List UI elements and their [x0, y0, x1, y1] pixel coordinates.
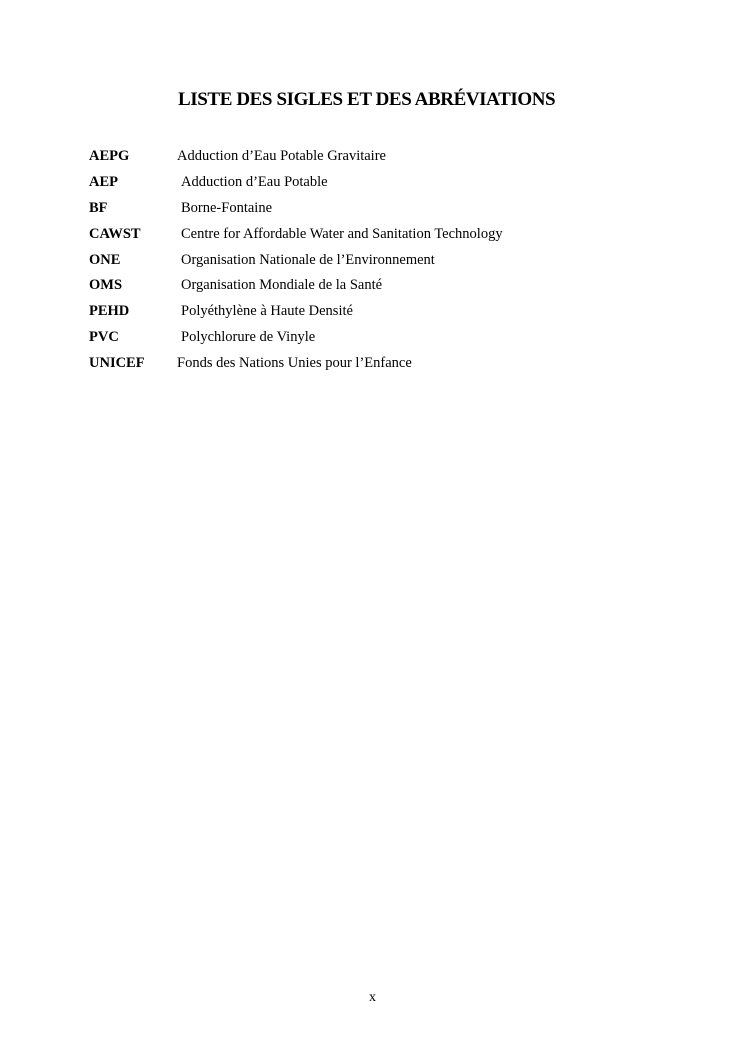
abbreviation-definition: Organisation Nationale de l’Environnement — [181, 251, 435, 268]
abbreviation-definition: Borne-Fontaine — [181, 199, 273, 216]
abbreviation-definition: Polychlorure de Vinyle — [181, 329, 316, 346]
list-item — [89, 200, 649, 226]
abbreviation-code: ONE — [89, 251, 121, 268]
abbreviation-code: CAWST — [89, 225, 141, 242]
abbreviation-list — [89, 148, 649, 381]
abbreviation-definition: Organisation Mondiale de la Santé — [181, 277, 383, 294]
abbreviation-definition: Adduction d’Eau Potable Gravitaire — [177, 148, 386, 164]
list-item — [89, 148, 649, 174]
abbreviation-definition: Fonds des Nations Unies pour l’Enfance — [177, 355, 412, 372]
abbreviation-code: AEPG — [89, 148, 130, 164]
abbreviation-code: AEP — [89, 173, 118, 190]
list-item — [89, 277, 649, 303]
list-item — [89, 355, 649, 381]
abbreviation-definition: Centre for Affordable Water and Sanitation Technology — [181, 225, 503, 242]
abbreviation-definition: Adduction d’Eau Potable — [181, 173, 328, 190]
list-item — [89, 226, 649, 252]
abbreviation-definition: Polyéthylène à Haute Densité — [181, 303, 353, 320]
list-item — [89, 329, 649, 355]
list-item — [89, 303, 649, 329]
abbreviation-code: UNICEF — [89, 355, 145, 372]
list-item — [89, 174, 649, 200]
abbreviation-code: BF — [89, 199, 108, 216]
list-item — [89, 252, 649, 278]
page-number: x — [369, 990, 376, 1005]
page-title: LISTE DES SIGLES ET DES ABRÉVIATIONS — [178, 89, 556, 110]
abbreviation-code: PVC — [89, 329, 119, 346]
abbreviation-code: PEHD — [89, 303, 130, 320]
abbreviation-code: OMS — [89, 277, 123, 294]
